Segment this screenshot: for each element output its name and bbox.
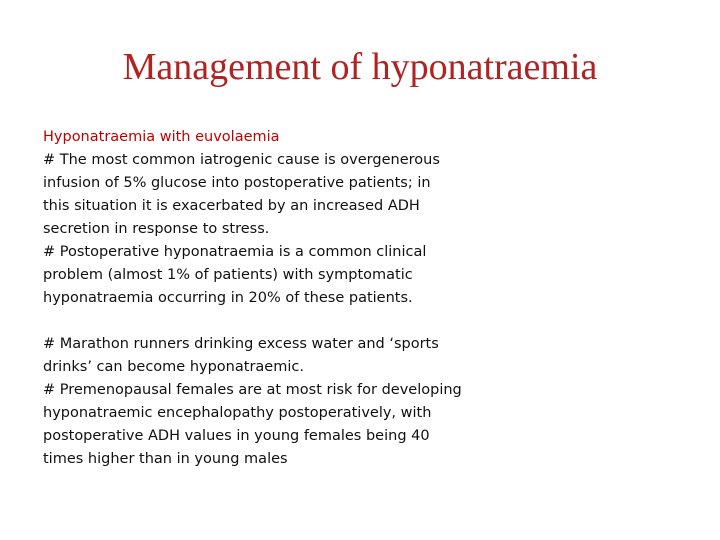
body-line: drinks’ can become hyponatraemic. [43, 359, 304, 375]
paragraph-spacer [43, 310, 503, 333]
body-line: problem (almost 1% of patients) with symptomatic [43, 267, 413, 283]
body-line: secretion in response to stress. [43, 221, 270, 237]
body-line: # The most common iatrogenic cause is overgenerous [43, 152, 440, 168]
section-heading: Hyponatraemia with euvolaemia [43, 129, 280, 145]
body-line: this situation it is exacerbated by an increased ADH [43, 198, 420, 214]
body-line: times higher than in young males [43, 451, 288, 467]
body-line: # Postoperative hyponatraemia is a common clinical [43, 244, 427, 260]
slide-title: Management of hyponatraemia [122, 46, 598, 88]
body-line: postoperative ADH values in young females being 40 [43, 428, 430, 444]
slide-body [43, 126, 503, 471]
body-line: hyponatraemic encephalopathy postoperatively, with [43, 405, 432, 421]
body-line: # Premenopausal females are at most risk for developing [43, 382, 462, 398]
body-line: # Marathon runners drinking excess water and ‘sports [43, 336, 439, 352]
body-line: hyponatraemia occurring in 20% of these patients. [43, 290, 413, 306]
body-line: infusion of 5% glucose into postoperative patients; in [43, 175, 431, 191]
